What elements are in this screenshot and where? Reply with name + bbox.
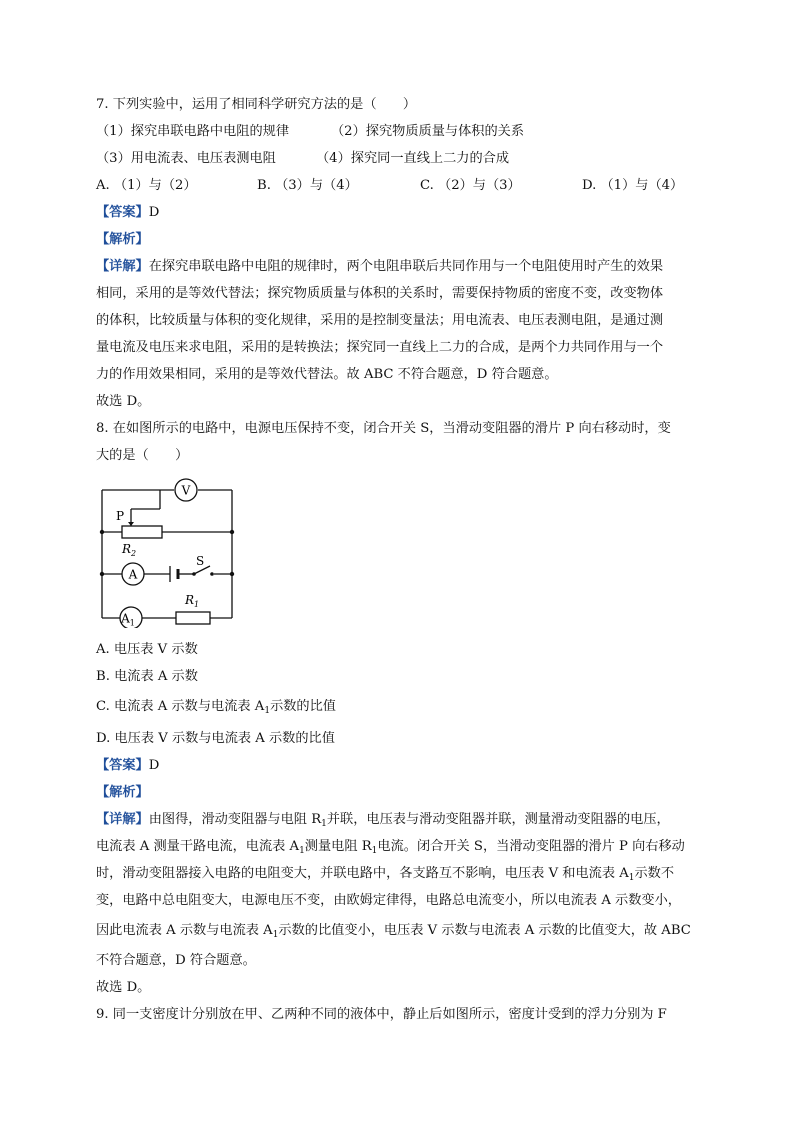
subscript: 1 bbox=[272, 930, 279, 940]
q7-stem: 7. 下列实验中，运用了相同科学研究方法的是（ ） bbox=[96, 97, 417, 112]
detail-text: 测量电阻 R bbox=[304, 839, 372, 854]
q7-item-2: （2）探究物质质量与体积的关系 bbox=[331, 124, 525, 139]
q7-option-a: A. （1）与（2） bbox=[96, 178, 197, 193]
q8-option-b: B. 电流表 A 示数 bbox=[96, 669, 198, 684]
q7-detail-line-1 bbox=[96, 258, 663, 276]
subscript: 1 bbox=[628, 873, 635, 883]
analysis-tag: 【解析】 bbox=[96, 785, 149, 800]
q8-analysis-tag bbox=[96, 784, 149, 802]
answer-value: D bbox=[148, 758, 160, 773]
answer-value: D bbox=[148, 205, 160, 220]
q8-detail-line-4: 变，电路中总电阻变大，电源电压不变，由欧姆定律得，电路总电流变小，所以电流表 A 示数变小， bbox=[96, 893, 681, 908]
q7-option-d: D. （1）与（4） bbox=[582, 178, 684, 193]
junction-dot bbox=[100, 530, 104, 534]
q7-detail-line-3: 的体积，比较质量与体积的变化规律，采用的是控制变量法；用电流表、电压表测电阻，是通过测 bbox=[96, 313, 664, 328]
subscript: 1 bbox=[299, 846, 305, 856]
q9-stem: 9. 同一支密度计分别放在甲、乙两种不同的液体中，静止后如图所示，密度计受到的浮力分别为 F bbox=[96, 1007, 667, 1022]
voltmeter-label: V bbox=[181, 483, 191, 498]
q7-detail-line-4: 量电流及电压来求电阻，采用的是转换法；探究同一直线上二力的合成，是两个力共同作用与一个 bbox=[96, 340, 664, 355]
q7-option-c: C. （2）与（3） bbox=[420, 178, 521, 193]
option-c-text-end: 示数的比值 bbox=[270, 699, 336, 714]
junction-dot bbox=[230, 530, 234, 534]
q8-detail-line-3 bbox=[96, 865, 674, 887]
subscript: 1 bbox=[264, 706, 271, 716]
detail-text: 电流。闭合开关 S，当滑动变阻器的滑片 P 向右移动 bbox=[377, 839, 685, 854]
detail-tag: 【详解】 bbox=[96, 812, 149, 827]
q7-detail-line-2: 相同，采用的是等效代替法；探究物质质量与体积的关系时，需要保持物质的密度不变，改变物体 bbox=[96, 286, 664, 301]
q8-option-c bbox=[96, 698, 336, 720]
q7-detail-line-5: 力的作用效果相同，采用的是等效代替法。故 ABC 不符合题意，D 符合题意。 bbox=[96, 367, 558, 382]
detail-text: 示数不 bbox=[634, 866, 675, 881]
q8-option-a: A. 电压表 V 示数 bbox=[96, 642, 198, 657]
detail-text: 在探究串联电路中电阻的规律时，两个电阻串联后共同作用与一个电阻使用时产生的效果 bbox=[148, 259, 664, 274]
junction-dot bbox=[100, 572, 104, 576]
answer-tag: 【答案】 bbox=[96, 205, 149, 220]
q8-detail-line-1 bbox=[96, 811, 670, 833]
q7-item-3: （3）用电流表、电压表测电阻 bbox=[96, 151, 276, 166]
q7-answer bbox=[96, 204, 159, 222]
analysis-tag: 【解析】 bbox=[96, 232, 149, 247]
q7-item-4: （4）探究同一直线上二力的合成 bbox=[316, 151, 510, 166]
q8-conclusion: 故选 D。 bbox=[96, 980, 151, 995]
switch-contact bbox=[210, 572, 214, 576]
subscript: 1 bbox=[371, 846, 378, 856]
q8-stem-line-2: 大的是（ ） bbox=[96, 448, 189, 463]
slider-label: P bbox=[116, 509, 125, 523]
detail-tag: 【详解】 bbox=[96, 259, 149, 274]
q8-stem-line-1: 8. 在如图所示的电路中，电源电压保持不变，闭合开关 S，当滑动变阻器的滑片 P 向右移动时，变 bbox=[96, 421, 671, 436]
q7-option-b: B. （3）与（4） bbox=[257, 178, 358, 193]
junction-dot bbox=[230, 572, 234, 576]
q8-option-d: D. 电压表 V 示数与电流表 A 示数的比值 bbox=[96, 731, 335, 746]
ammeter1-label: $A_1$ bbox=[121, 611, 135, 628]
detail-text: 并联，电压表与滑动变阻器并联，测量滑动变阻器的电压， bbox=[326, 812, 670, 827]
q7-analysis-tag bbox=[96, 231, 149, 249]
switch-pivot bbox=[192, 572, 196, 576]
detail-text: 时，滑动变阻器接入电路的电阻变大，并联电路中，各支路互不影响，电压表 V 和电流表 A bbox=[96, 866, 629, 881]
ammeter-label: A bbox=[128, 567, 138, 582]
subscript: 1 bbox=[321, 819, 327, 829]
detail-text: 电流表 A 测量干路电流，电流表 A bbox=[96, 839, 300, 854]
detail-text: 由图得，滑动变阻器与电阻 R bbox=[148, 812, 322, 827]
q8-answer bbox=[96, 757, 159, 775]
circuit-diagram bbox=[96, 478, 246, 628]
q7-conclusion: 故选 D。 bbox=[96, 394, 151, 409]
detail-text: 示数的比值变小，电压表 V 示数与电流表 A 示数的比值变大，故 ABC bbox=[278, 923, 691, 938]
q7-item-1: （1）探究串联电路中电阻的规律 bbox=[96, 124, 290, 139]
q8-detail-line-6: 不符合题意，D 符合题意。 bbox=[96, 953, 256, 968]
answer-tag: 【答案】 bbox=[96, 758, 149, 773]
q8-detail-line-5 bbox=[96, 922, 691, 944]
q8-detail-line-2 bbox=[96, 838, 685, 860]
detail-text: 因此电流表 A 示数与电流表 A bbox=[96, 923, 273, 938]
r1-label: $R_1$ bbox=[185, 593, 200, 609]
resistor-r1 bbox=[176, 612, 210, 624]
rheostat-r2 bbox=[122, 526, 162, 538]
option-c-text: C. 电流表 A 示数与电流表 A bbox=[96, 699, 265, 714]
switch-label: S bbox=[196, 554, 205, 568]
r2-label: $R_2$ bbox=[122, 542, 137, 558]
